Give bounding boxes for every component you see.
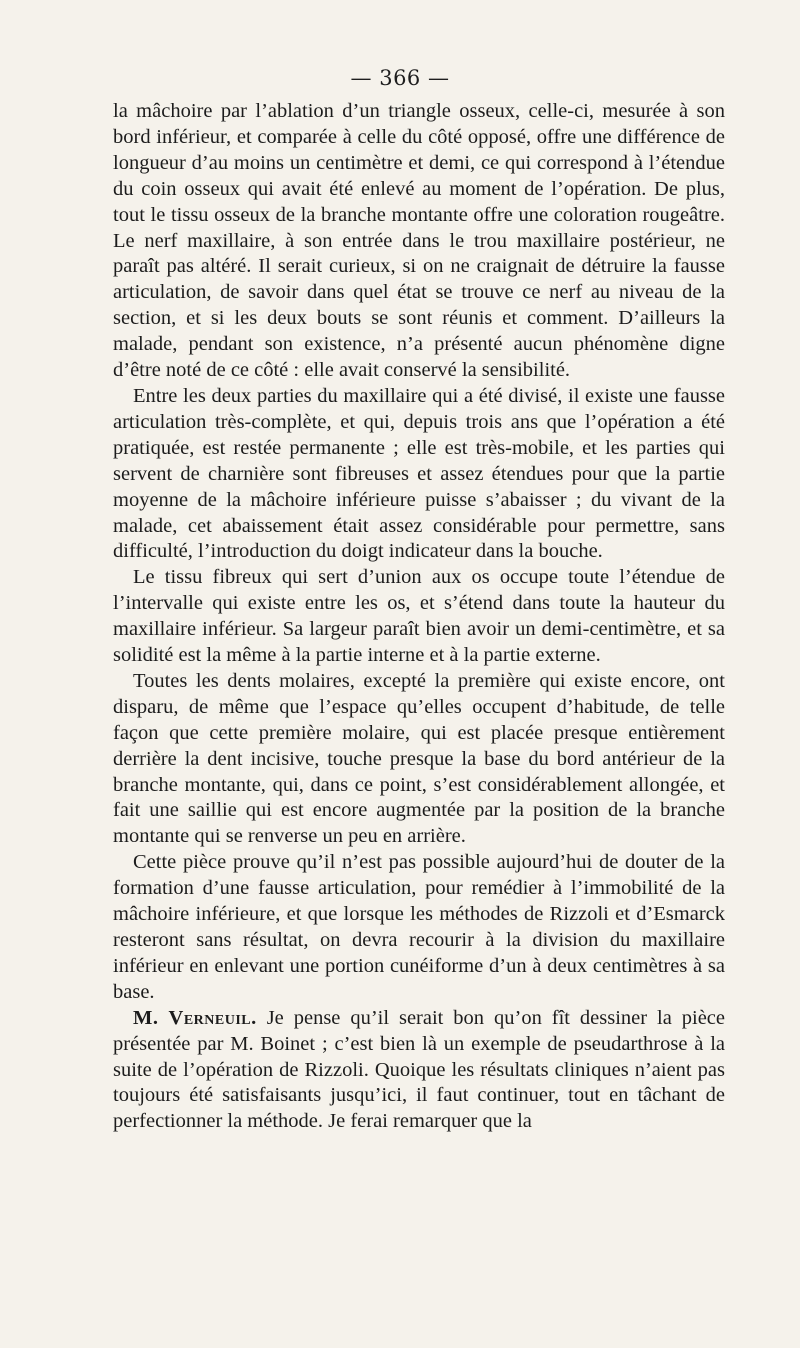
paragraph-conclusion: Cette pièce prouve qu’il n’est pas possible aujourd’hui de douter de la formation d’une fausse articulation, pour remédier à l’immobilité de la mâchoire inférieure, et que lorsque les méthodes de Rizzoli et d’Esmarck resteront sans résultat, on devra recourir à la division du maxillaire inférieur en enlevant une portion cunéiforme d’un à deux centimètres à sa base. — [113, 851, 725, 1003]
speaker-name: M. Verneuil. — [133, 1006, 257, 1029]
body-text — [113, 99, 725, 1135]
paragraph-dents-molaires: Toutes les dents molaires, excepté la première qui existe encore, ont disparu, de même que l’espace qu’elles occupent d’habitude, de telle façon que cette première molaire, qui est placée presque entièrement derrière la dent incisive, touche presque la base du bord antérieur de la branche montante, qui, dans ce point, s’est considérablement allongée, et fait une saillie qui est encore augmentée par la position de la branche montante qui se renverse un peu en arrière. — [113, 669, 725, 848]
page-number: — 366 — — [350, 66, 450, 90]
paragraph-verneuil — [113, 1006, 725, 1136]
speech-text: Je pense qu’il serait bon qu’on fît dessiner la pièce présentée par M. Boinet ; c’est bien là un exemple de pseudarthrose à la suite de l’opération de Rizzoli. Quoique les résultats cliniques n’aient pas toujours été satisfaisants jusqu’ici, il faut continuer, tout en tâchant de perfectionner la méthode. Je ferai remarquer que la — [113, 1006, 725, 1133]
paragraph-continuation: la mâchoire par l’ablation d’un triangle osseux, celle-ci, mesurée à son bord inférieur, et comparée à celle du côté opposé, offre une différence de longueur d’au moins un centimètre et demi, ce qui correspond à l’étendue du coin osseux qui avait été enlevé au moment de l’opération. De plus, tout le tissu osseux de la branche montante offre une coloration rougeâtre. Le nerf maxillaire, à son entrée dans le trou maxillaire postérieur, ne paraît pas altéré. Il serait curieux, si on ne craignait de détruire la fausse articulation, de savoir dans quel état se trouve ce nerf au niveau de la section, et si les deux bouts se sont réunis et comment. D’ailleurs la malade, pendant son existence, n’a présenté aucun phénomène digne d’être noté de ce côté : elle avait conservé la sensibilité. — [113, 100, 725, 382]
paragraph-tissu-fibreux: Le tissu fibreux qui sert d’union aux os occupe toute l’étendue de l’intervalle qui existe entre les os, et s’étend dans toute la hauteur du maxillaire inférieur. Sa largeur paraît bien avoir un demi-centimètre, et sa solidité est la même à la partie interne et à la partie externe. — [113, 566, 725, 667]
paragraph-fausse-articulation: Entre les deux parties du maxillaire qui a été divisé, il existe une fausse articulation très-complète, et qui, depuis trois ans que l’opération a été pratiquée, est restée permanente ; elle est très-mobile, et les parties qui servent de charnière sont fibreuses et assez étendues pour que la partie moyenne de la mâchoire inférieure puisse s’abaisser ; du vivant de la malade, cet abaissement était assez considérable pour permettre, sans difficulté, l’introduction du doigt indicateur dans la bouche. — [113, 384, 725, 563]
